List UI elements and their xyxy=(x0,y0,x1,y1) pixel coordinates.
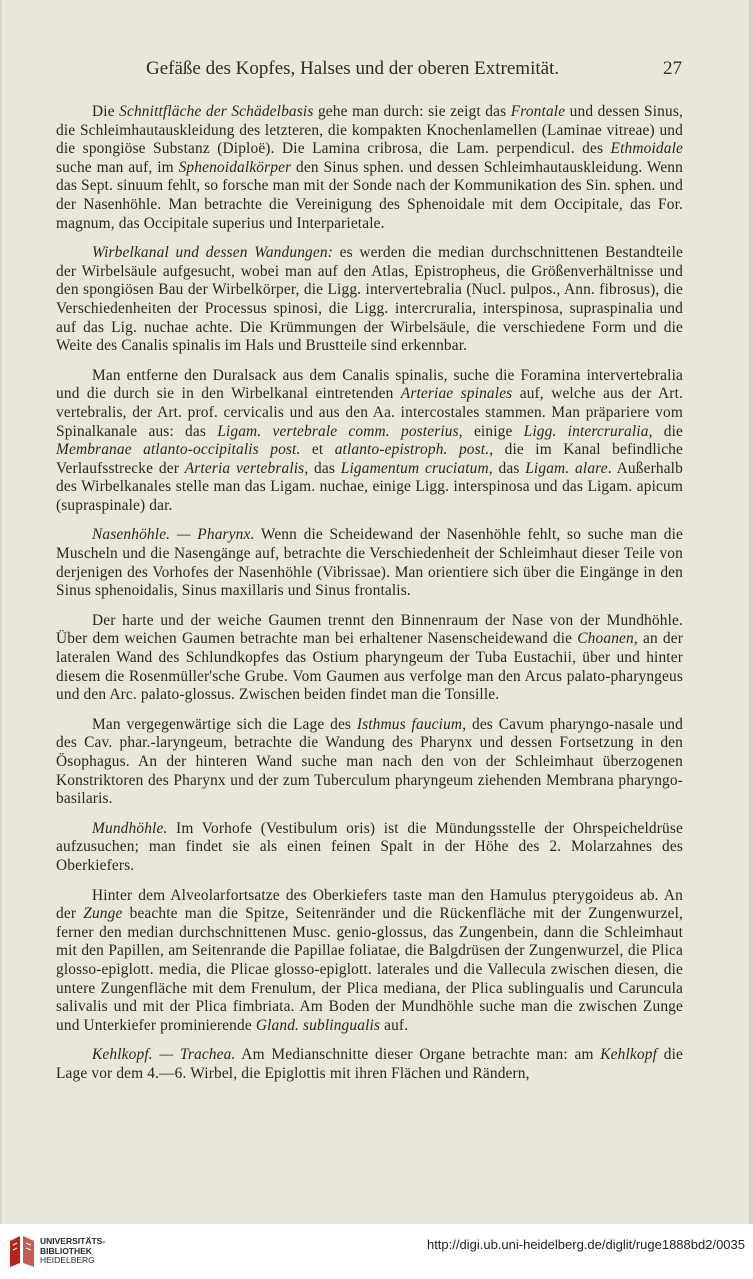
italic-term: Mundhöhle. xyxy=(92,819,168,837)
italic-term: Ethmoidale xyxy=(610,140,683,158)
text-run: den Sinus sphen. und dessen Schleimhautauskleidung. Wenn das Sept. sinuum fehlt, so forsche man mit der Sonde nach der Kommunikation des Sin. sphen. und der Nasenhöhle. Man betrachte die Vereinigung des Sphenoidale mit dem Occipitale, das For. magnum, das Occipitale superius und Interparietale. xyxy=(56,158,683,232)
running-header xyxy=(146,58,682,88)
text-run: und dessen Sinus, die Schleimhautauskleidung des letzteren, die kompakten Knochenlamellen (Laminae vitreae) und die spongiöse Substanz (Diploë). Die Lamina cribrosa, die Lam. perpendicul. des xyxy=(56,103,684,158)
paragraph xyxy=(56,103,683,233)
library-name xyxy=(40,1237,105,1266)
text-run: . Außerhalb des Wirbelkanales stelle man das Ligam. nuchae, einige Ligg. interspinosa und das Ligam. apicum (supraspinale) dar. xyxy=(56,459,683,514)
italic-term: Gland. sublingualis xyxy=(255,1016,381,1034)
paragraph xyxy=(56,526,683,600)
italic-term: Zunge xyxy=(83,905,123,923)
italic-term: Arteria vertebralis xyxy=(184,459,305,477)
italic-term: Choanen xyxy=(577,630,634,648)
italic-term: Kehlkopf xyxy=(600,1046,658,1064)
permalink-url[interactable]: http://digi.ub.uni-heidelberg.de/diglit/ruge1888bd2/0035 xyxy=(426,1237,745,1252)
text-run: Man entferne den Duralsack aus dem Canalis spinalis, suche die Foramina intervertebralia und die durch sie in den Wirbelkanal eintretenden xyxy=(56,366,683,403)
paragraph xyxy=(56,716,683,809)
text-run: Hinter dem Alveolarfortsatze des Oberkiefers taste man den Hamulus pterygoideus ab. An der xyxy=(56,886,683,923)
text-run: , die xyxy=(648,422,684,440)
library-name-line2: BIBLIOTHEK xyxy=(40,1245,92,1256)
italic-term: Ligam. vertebrale comm. posterius xyxy=(217,422,459,440)
text-run: Der harte und der weiche Gaumen trennt den Binnenraum der Nase von der Mundhöhle. Über dem weichen Gaumen betrachte man bei erhaltener Nasenscheidewand die xyxy=(56,611,683,648)
library-logo-icon xyxy=(7,1233,37,1269)
library-footer xyxy=(0,1224,753,1279)
italic-term: Isthmus faucium xyxy=(356,715,463,733)
italic-term: atlanto-epistroph. post. xyxy=(334,441,490,459)
italic-term: Ligam. alare xyxy=(525,459,608,477)
italic-term: Ligamentum cruciatum xyxy=(340,459,489,477)
italic-term: Ligg. intercruralia xyxy=(523,422,649,440)
text-run: Im Vorhofe (Vestibulum oris) ist die Mündungsstelle der Ohrspeicheldrüse aufzusuchen; man findet sie als einen feinen Spalt in der Höhe des 2. Molarzahnes des Oberkiefers. xyxy=(56,819,683,874)
body-text xyxy=(56,103,683,1095)
text-run: suche man auf, im xyxy=(56,158,179,176)
italic-term: Schnittfläche der Schädelbasis xyxy=(119,103,314,120)
paragraph xyxy=(56,244,683,356)
running-title: Gefäße des Kopfes, Halses und der oberen Extremität. xyxy=(146,58,560,79)
page-number: 27 xyxy=(663,58,682,79)
text-run: Am Medianschnitte dieser Organe betrachte man: am xyxy=(235,1046,601,1064)
italic-term: Sphenoidalkörper xyxy=(178,158,292,176)
text-run: auf. xyxy=(380,1016,409,1034)
text-run: , das xyxy=(488,459,526,477)
text-run: Man vergegenwärtige sich die Lage des xyxy=(92,715,357,733)
text-run: gehe man durch: sie zeigt das xyxy=(313,103,511,120)
paragraph xyxy=(56,887,683,1036)
text-run: , an der lateralen Wand des Schlundkopfes das Ostium pharyngeum der Tuba Eustachii, über und hinter diesem die Rosenmüller'sche Grube. Vom Gaumen aus verfolge man den Arcus palato-pharyngeus und den Arc. palato-glossus. Zwischen beiden findet man die Tonsille. xyxy=(56,630,684,704)
italic-term: Arteriae spinales xyxy=(400,385,513,403)
text-run: , die im Kanal befindliche Verlaufsstrecke der xyxy=(56,441,684,477)
text-run: es werden die median durchschnittenen Bestandteile der Wirbelsäule aufgesucht, wobei man auf den Atlas, Epistropheus, die Größenverhältnisse und den spongiösen Bau der Wirbelkörper, die Ligg. intervertebralia (Nucl. pulpos., Ann. fibrosus), die Verschiedenheiten der Processus spinosi, die Ligg. intercruralia, interspinosa, supraspinalia und auf das Lig. nuchae achte. Die Krümmungen der Wirbelsäule, die verschiedene Form und die Weite des Canalis spinalis im Hals und Brustteile sind erkennbar. xyxy=(56,244,683,355)
text-run: , das xyxy=(304,459,341,477)
italic-term: Frontale xyxy=(510,103,566,120)
text-run: Die xyxy=(92,103,120,120)
paragraph xyxy=(56,367,683,516)
italic-term: Kehlkopf. — Trachea. xyxy=(92,1046,236,1064)
paragraph xyxy=(56,612,683,705)
library-name-line3: HEIDELBERG xyxy=(40,1255,95,1265)
italic-term: Membranae atlanto-occipitalis post. xyxy=(56,441,301,459)
book-page xyxy=(2,0,749,1224)
text-run: , des Cavum pharyngo-nasale und des Cav. phar.-laryngeum, betrachte die Wandung des Pharynx und dessen Fortsetzung in den Ösophagus. An der hinteren Wand suche man nach den von der Schleimhaut überzogenen Konstriktoren des Pharynx und der zum Tuberculum pharyngeum ziehenden Membrana pharyngo-basilaris. xyxy=(56,715,683,808)
text-run: et xyxy=(300,441,335,459)
text-run: Wenn die Scheidewand der Nasenhöhle fehlt, so suche man die Muscheln und die Nasengänge auf, betrachte die Verschiedenheit der Schleimhaut dieser Teile von derjenigen des Vorhofes der Nasenhöhle (Vibrissae). Man orientiere sich über die Eingänge in den Sinus sphenoidalis, Sinus maxillaris und Sinus frontalis. xyxy=(56,526,683,600)
paragraph xyxy=(56,820,683,876)
paragraph xyxy=(56,1046,683,1083)
text-run: die Lage vor dem 4.—6. Wirbel, die Epiglottis mit ihren Flächen und Rändern, xyxy=(56,1046,683,1082)
text-run: beachte man die Spitze, Seitenränder und die Rückenfläche mit der Zungenwurzel, ferner den median durchschnittenen Musc. genio-glossus, das Zungenbein, dann die Schleimhaut mit den Papillen, am Seitenrande die Papillae foliatae, die Balgdrüsen der Zungenwurzel, die Plica glosso-epiglott. media, die Plicae glosso-epiglott. laterales und die Vallecula zwischen diesen, die untere Zungenfläche mit dem Frenulum, der Plica mediana, der Plica sublingualis und Caruncula salivalis und mit der Plica fimbriata. Am Boden der Mundhöhle suche man die zwischen Zunge und Unterkiefer prominierende xyxy=(56,905,683,1034)
library-name-line1: UNIVERSITÄTS- xyxy=(40,1236,106,1246)
italic-term: Wirbelkanal und dessen Wandungen: xyxy=(92,244,333,262)
text-run: , einige xyxy=(458,422,524,440)
italic-term: Nasenhöhle. — Pharynx. xyxy=(92,526,255,544)
text-run: auf, welche aus der Art. vertebralis, der Art. prof. cervicalis und aus den Aa. intercostales stammen. Man präpariere vom Spinalkanale aus: das xyxy=(56,385,683,440)
